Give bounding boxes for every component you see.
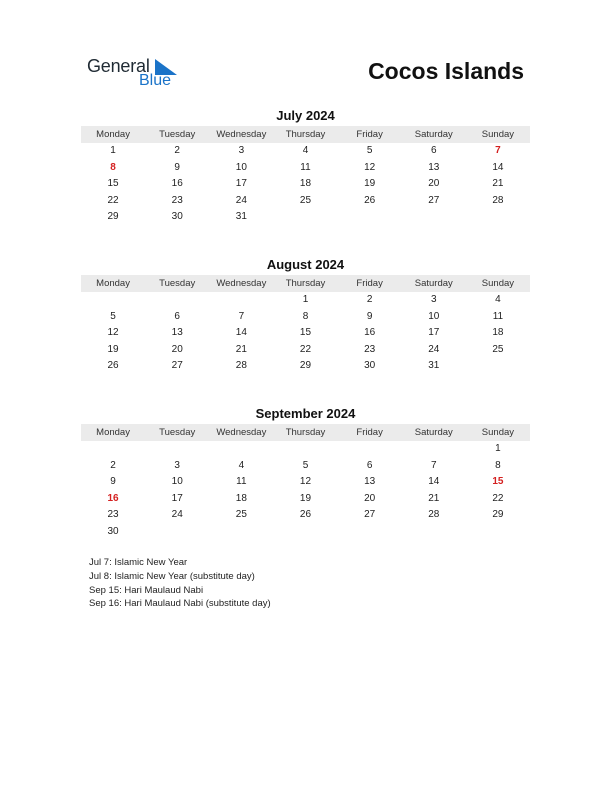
day-cell: 26 — [299, 509, 312, 520]
month-title: August 2024 — [266, 257, 345, 272]
weekday-label: Saturday — [414, 427, 453, 438]
day-cell: 6 — [430, 145, 437, 156]
week-row — [81, 524, 530, 541]
day-cell: 3 — [174, 459, 180, 471]
week-row — [81, 209, 530, 226]
country-title: Cocos Islands — [368, 58, 524, 84]
day-cell: 22 — [299, 343, 312, 355]
day-cell: 6 — [366, 459, 373, 471]
logo-blue-text: Blue — [139, 72, 172, 89]
empty-day-cell — [81, 292, 145, 309]
empty-day-cell — [273, 441, 337, 458]
weekday-label: Sunday — [481, 129, 515, 140]
empty-day-cell — [466, 358, 530, 375]
day-cell: 3 — [430, 294, 437, 305]
day-cell: 24 — [171, 509, 183, 520]
weekday-label: Tuesday — [159, 427, 196, 438]
holiday-item: Jul 7: Islamic New Year — [89, 557, 188, 568]
week-row — [81, 458, 530, 475]
day-cell: 27 — [428, 194, 440, 206]
day-cell: 28 — [492, 194, 504, 206]
day-cell: 13 — [171, 327, 183, 338]
day-cell: 28 — [428, 509, 440, 520]
empty-day-cell — [402, 441, 466, 458]
day-cell: 16 — [364, 327, 376, 338]
day-cell: 1 — [110, 145, 116, 156]
day-cell: 12 — [107, 327, 119, 338]
day-cell: 23 — [107, 509, 119, 520]
empty-day-cell — [145, 524, 209, 541]
weekday-label: Monday — [96, 129, 130, 140]
day-cell: 10 — [235, 161, 247, 173]
week-row — [81, 441, 530, 458]
weekday-label: Thursday — [285, 129, 326, 140]
day-cell: 10 — [171, 476, 183, 487]
weekday-header-row — [81, 126, 530, 143]
day-cell: 23 — [171, 194, 183, 206]
day-cell: 26 — [107, 360, 119, 371]
week-row — [81, 193, 530, 210]
day-cell: 5 — [302, 459, 309, 471]
day-cell: 9 — [110, 476, 116, 487]
day-cell: 19 — [299, 492, 312, 504]
day-cell: 5 — [110, 310, 116, 322]
week-row — [81, 176, 530, 193]
month-calendar — [81, 107, 530, 226]
day-cell: 29 — [299, 360, 312, 371]
day-cell: 14 — [428, 476, 440, 487]
day-cell: 24 — [428, 343, 440, 355]
empty-day-cell — [338, 209, 402, 226]
week-row — [81, 491, 530, 508]
day-cell: 28 — [235, 360, 247, 371]
empty-day-cell — [402, 524, 466, 541]
day-cell: 17 — [235, 178, 247, 189]
day-cell: 17 — [171, 492, 183, 504]
empty-day-cell — [145, 292, 209, 309]
week-row — [81, 309, 530, 326]
month-calendar — [81, 405, 530, 540]
weekday-label: Wednesday — [216, 129, 267, 140]
empty-day-cell — [338, 441, 402, 458]
day-cell: 14 — [492, 161, 504, 173]
day-cell: 21 — [235, 343, 247, 355]
day-cell: 9 — [174, 161, 180, 173]
day-cell: 29 — [107, 211, 119, 222]
day-cell: 13 — [364, 476, 376, 487]
day-cell: 22 — [107, 194, 119, 206]
weekday-label: Monday — [96, 278, 130, 289]
day-cell: 9 — [366, 310, 373, 322]
month-title: July 2024 — [276, 108, 335, 123]
weekday-header-row — [81, 275, 530, 292]
day-cell: 15 — [492, 476, 504, 487]
week-row — [81, 160, 530, 177]
day-cell: 2 — [366, 294, 373, 305]
empty-day-cell — [81, 441, 145, 458]
holiday-item: Sep 15: Hari Maulaud Nabi — [89, 584, 204, 596]
weekday-label: Friday — [356, 278, 383, 289]
week-row — [81, 325, 530, 342]
day-cell: 11 — [300, 161, 311, 173]
weekday-label: Sunday — [481, 427, 515, 438]
weekday-label: Thursday — [285, 427, 326, 438]
day-cell: 5 — [366, 145, 373, 156]
day-cell: 29 — [492, 509, 504, 520]
day-cell: 30 — [171, 211, 183, 222]
day-cell: 27 — [364, 509, 376, 520]
day-cell: 25 — [492, 343, 504, 355]
day-cell: 16 — [107, 492, 119, 504]
day-cell: 18 — [492, 327, 504, 338]
day-cell: 24 — [235, 194, 247, 206]
day-cell: 1 — [495, 443, 501, 454]
day-cell: 26 — [364, 194, 376, 206]
day-cell: 19 — [364, 178, 376, 189]
empty-day-cell — [466, 209, 530, 226]
day-cell: 7 — [430, 459, 437, 471]
empty-day-cell — [402, 209, 466, 226]
day-cell: 2 — [110, 459, 116, 471]
week-row — [81, 342, 530, 359]
holiday-item: Jul 8: Islamic New Year (substitute day) — [89, 570, 255, 582]
day-cell: 8 — [110, 161, 116, 173]
day-cell: 31 — [428, 360, 440, 371]
day-cell: 2 — [174, 145, 180, 156]
day-cell: 20 — [171, 343, 183, 355]
weekday-label: Saturday — [414, 129, 453, 140]
day-cell: 15 — [299, 327, 312, 338]
weekday-label: Tuesday — [159, 129, 196, 140]
logo-general-text: General — [87, 56, 150, 76]
empty-day-cell — [338, 524, 402, 541]
day-cell: 22 — [492, 492, 504, 504]
day-cell: 8 — [495, 459, 501, 471]
day-cell: 25 — [235, 509, 247, 520]
day-cell: 30 — [107, 525, 119, 537]
holiday-list — [89, 556, 271, 611]
day-cell: 18 — [299, 178, 312, 189]
day-cell: 4 — [238, 459, 245, 471]
weekday-label: Friday — [356, 129, 383, 140]
week-row — [81, 507, 530, 524]
week-row — [81, 292, 530, 309]
weekday-label: Thursday — [285, 278, 326, 289]
weekday-label: Wednesday — [216, 278, 267, 289]
empty-day-cell — [209, 524, 273, 541]
week-row — [81, 474, 530, 491]
day-cell: 4 — [495, 294, 501, 305]
day-cell: 31 — [235, 211, 247, 222]
day-cell: 19 — [107, 343, 119, 355]
empty-day-cell — [273, 524, 337, 541]
day-cell: 21 — [428, 492, 440, 504]
day-cell: 14 — [235, 327, 247, 338]
week-row — [81, 143, 530, 160]
day-cell: 20 — [364, 492, 376, 504]
day-cell: 10 — [428, 310, 440, 322]
day-cell: 7 — [238, 310, 245, 322]
day-cell: 12 — [364, 161, 376, 173]
day-cell: 30 — [364, 360, 376, 371]
day-cell: 4 — [302, 145, 309, 156]
day-cell: 3 — [238, 145, 245, 156]
day-cell: 15 — [107, 178, 119, 189]
day-cell: 12 — [299, 476, 312, 487]
weekday-header-row — [81, 424, 530, 441]
day-cell: 17 — [428, 327, 440, 338]
holiday-item: Sep 16: Hari Maulaud Nabi (substitute day) — [89, 598, 271, 610]
empty-day-cell — [145, 441, 209, 458]
day-cell: 13 — [428, 161, 440, 173]
empty-day-cell — [273, 209, 337, 226]
weekday-label: Saturday — [414, 278, 453, 289]
day-cell: 7 — [495, 145, 501, 156]
day-cell: 27 — [171, 360, 183, 371]
day-cell: 11 — [492, 310, 504, 322]
month-title: September 2024 — [255, 406, 356, 421]
day-cell: 21 — [492, 178, 504, 189]
empty-day-cell — [209, 441, 273, 458]
day-cell: 18 — [235, 492, 247, 504]
weekday-label: Friday — [356, 427, 383, 438]
month-calendar — [81, 256, 530, 375]
day-cell: 11 — [236, 476, 247, 487]
generalblue-logo — [87, 56, 187, 92]
weekday-label: Wednesday — [216, 427, 267, 438]
weekday-label: Sunday — [481, 278, 515, 289]
day-cell: 1 — [302, 294, 309, 305]
weekday-label: Tuesday — [159, 278, 196, 289]
day-cell: 23 — [364, 343, 376, 355]
weekday-label: Monday — [96, 427, 130, 438]
day-cell: 20 — [428, 178, 440, 189]
day-cell: 25 — [299, 194, 312, 206]
day-cell: 6 — [174, 310, 180, 322]
empty-day-cell — [209, 292, 273, 309]
day-cell: 16 — [171, 178, 183, 189]
day-cell: 8 — [302, 310, 309, 322]
empty-day-cell — [466, 524, 530, 541]
week-row — [81, 358, 530, 375]
